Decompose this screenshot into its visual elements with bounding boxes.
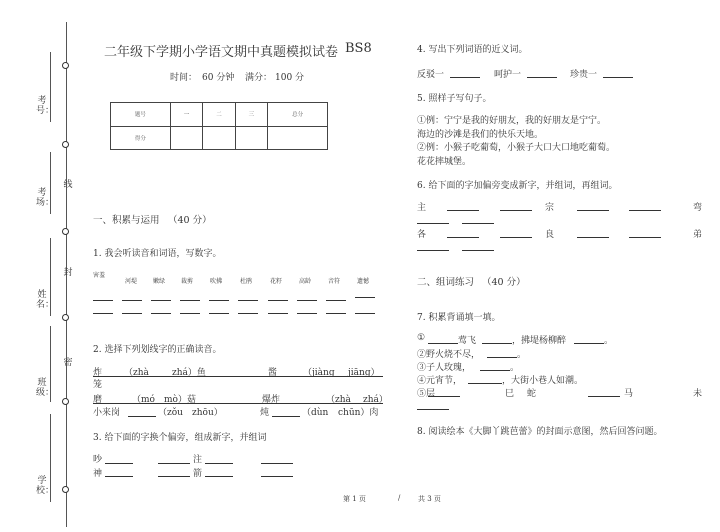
q3-blank[interactable] [158,463,190,464]
q3-blank[interactable] [105,463,133,464]
q7-text: 莺飞 [458,336,477,346]
q3-blank[interactable] [205,463,233,464]
q6-blank[interactable] [447,237,479,238]
section2-heading: 二、组词练习 [417,277,475,288]
q1-blank[interactable] [297,313,317,314]
q3-char: 吵 [93,455,103,465]
q6-blank[interactable] [500,210,532,211]
q1-blank[interactable] [238,300,258,301]
q1-word: 花籽 [270,278,283,285]
q2-prompt: 2. 选择下列划线字的正确读音。 [93,345,222,355]
cut-mark-feng: 封 [63,268,73,278]
q4-item: 反驳一 [417,70,445,80]
q7-prompt: 7. 积累背诵填一填。 [417,313,501,323]
q1-blank[interactable] [355,313,375,314]
q2-option: zhá）鱼 [172,368,206,378]
q3-prompt: 3. 给下面的字换个偏旁，组成新字，并组词 [93,433,267,443]
q1-blank[interactable] [209,300,229,301]
q1-word: 嫩绿 [153,278,166,285]
q7-blank[interactable] [482,343,512,344]
q7-text: ，大街小巷人如潮。 [502,376,584,386]
score-cell[interactable] [203,126,235,150]
q4-blank[interactable] [527,77,557,78]
q2-blank[interactable] [128,416,156,417]
q2-option: （mó [132,395,155,405]
q5-prompt: 5. 照样子写句子。 [417,94,492,104]
q6-prompt: 6. 给下面的字加偏旁变成新字，并组词，再组词。 [417,181,618,191]
q2-option: （zǒu [158,408,183,418]
q1-blank[interactable] [180,313,200,314]
q1-blank[interactable] [122,300,142,301]
q4-item: 珍贵一 [570,70,598,80]
q3-blank[interactable] [261,476,293,477]
q2-option: jiāng） [348,368,380,378]
q7-blank[interactable] [468,383,502,384]
q4-blank[interactable] [450,77,480,78]
section1-heading: 一、积累与运用 [93,215,160,226]
q2-char: 炸 [93,368,103,378]
q6-blank[interactable] [577,237,609,238]
score-header: 二 [203,103,235,127]
binding-hole [62,62,69,69]
q2-char: 炖 [260,408,270,418]
binding-hole [62,228,69,235]
q2-char: 酱 [268,368,278,378]
q2-option: （zhà [326,395,351,405]
score-header: 题号 [111,103,171,127]
score-table [110,102,328,150]
q5-line: 海边的沙滩是我们的快乐天地。 [417,130,544,140]
q6-char: 弟 [693,230,703,240]
score-row-label: 得分 [111,126,171,150]
q2-char: 爆炸 [262,395,281,405]
q1-blank[interactable] [93,300,113,301]
q7-blank[interactable] [487,357,517,358]
q1-blank[interactable] [93,313,113,314]
class-line [50,326,51,402]
name-label: 姓名： [36,290,55,310]
q7-text: ⑤层 [417,389,436,399]
cut-mark-xian: 线 [63,180,73,190]
q6-blank[interactable] [629,237,661,238]
q6-blank[interactable] [447,210,479,211]
q7-text: ③子人玫瑰， [417,363,472,373]
section1-points: （40 分） [168,215,212,226]
score-cell[interactable] [235,126,267,150]
q2-option: zhōu） [192,408,223,418]
q5-line: 花花摔城堡。 [417,157,472,167]
q1-blank[interactable] [209,313,229,314]
q3-blank[interactable] [261,463,293,464]
q2-char: 小来岗 [93,408,121,418]
q7-text: 。 [604,336,614,346]
paper-code: BS8 [345,41,372,56]
q6-blank[interactable] [417,223,449,224]
q1-word: 河堤 [125,278,138,285]
footer-sep: / [398,494,401,502]
q1-word: 音符 [328,278,341,285]
q7-text: 。 [510,363,520,373]
binding-hole [62,314,69,321]
q6-blank[interactable] [629,210,661,211]
q7-blank[interactable] [480,370,510,371]
q1-word: 害羞 [93,272,106,279]
q3-char: 箭 [193,469,203,479]
q6-char: 弯 [693,203,703,213]
q1-word: 高龄 [299,278,312,285]
time-value: 60 分钟 [202,73,235,83]
q1-blank[interactable] [122,313,142,314]
q1-blank[interactable] [238,313,258,314]
q6-blank[interactable] [417,250,449,251]
q1-word: 杜鹃 [240,278,253,285]
q6-char: 主 [417,203,427,213]
q7-text: ④元宵节， [417,376,463,386]
q2-char: 磨 [93,395,103,405]
score-cell[interactable] [170,126,202,150]
school-line [50,414,51,502]
q6-blank[interactable] [462,223,494,224]
binding-hole [62,398,69,405]
q3-blank[interactable] [205,476,233,477]
q4-prompt: 4. 写出下列词语的近义词。 [417,45,528,55]
exam-number-line [50,52,51,122]
q6-blank[interactable] [500,237,532,238]
q6-char: 宗 [545,203,555,213]
q2-option: chūn）肉 [338,408,379,418]
cut-mark-mi: 密 [63,358,73,368]
q2-option: zhá） [363,395,388,405]
q7-text: ②野火烧不尽， [417,350,481,360]
q5-line: ①例：宁宁是我的好朋友，我的好朋友是宁宁。 [417,116,607,126]
q2-char: 笼 [93,380,103,390]
q7-text: ① [417,333,426,343]
q3-blank[interactable] [105,476,133,477]
q2-option: （dùn [302,408,329,418]
q7-blank[interactable] [574,343,604,344]
q7-blank[interactable] [588,396,620,397]
q2-underline [93,376,383,377]
score-label: 满分： [245,73,273,83]
q8-prompt: 8. 阅读绘本《大脚丫跳芭蕾》的封面示意图，然后回答问题。 [417,427,663,437]
q1-blank[interactable] [355,297,375,298]
q7-blank[interactable] [417,409,449,410]
q2-option: （zhà [124,368,149,378]
q7-text: 蛇 [527,389,537,399]
q1-blank[interactable] [180,300,200,301]
q1-blank[interactable] [326,300,346,301]
q7-blank[interactable] [428,343,458,344]
q2-underline [93,403,383,404]
q4-item: 呵护一 [494,70,522,80]
score-header: 总分 [268,103,328,127]
q7-text: 巳 [505,389,515,399]
q3-blank[interactable] [158,476,190,477]
section2-points: （40 分） [482,277,526,288]
score-cell[interactable] [268,126,328,150]
q6-blank[interactable] [462,250,494,251]
exam-number-label: 考号： [36,96,55,116]
q1-prompt: 1. 我会听读音和词语，写数字。 [93,249,222,259]
score-header: 三 [235,103,267,127]
score-value: 100 分 [275,73,305,83]
q6-char: 良 [545,230,555,240]
q6-char: 各 [417,230,427,240]
footer-page: 第 1 页 [343,495,366,503]
q1-blank[interactable] [268,300,288,301]
name-line [50,238,51,316]
q1-blank[interactable] [326,313,346,314]
footer-total: 共 3 页 [418,495,441,503]
school-label: 学校： [36,476,55,496]
q7-text: 马 [624,389,634,399]
class-label: 班级： [36,378,55,398]
exam-room-line [50,152,51,214]
q3-char: 神 [93,469,103,479]
q1-blank[interactable] [151,300,171,301]
q1-word: 遗憾 [357,278,370,285]
q1-word: 裁剪 [181,278,194,285]
time-label: 时间： [170,73,198,83]
exam-room-label: 考场： [36,188,55,208]
q4-blank[interactable] [603,77,633,78]
q2-option: （jiàng [303,368,335,378]
q3-char: 注 [193,455,203,465]
q5-line: ②例：小猴子吃葡萄，小猴子大口大口地吃葡萄。 [417,143,616,153]
page-title: 二年级下学期小学语文期中真题模拟试卷 [104,45,339,60]
q7-blank[interactable] [428,396,460,397]
binding-hole [62,141,69,148]
binding-hole [62,486,69,493]
q7-text: ，拂堤杨柳醉 [512,336,567,346]
q7-text: 。 [517,350,527,360]
q7-text: 未 [693,389,703,399]
q1-blank[interactable] [151,313,171,314]
q2-blank[interactable] [272,416,300,417]
score-header: 一 [170,103,202,127]
q2-option: mò）菇 [164,395,196,405]
q6-blank[interactable] [577,210,609,211]
q1-blank[interactable] [297,300,317,301]
q1-blank[interactable] [268,313,288,314]
q1-word: 吹拂 [210,278,223,285]
